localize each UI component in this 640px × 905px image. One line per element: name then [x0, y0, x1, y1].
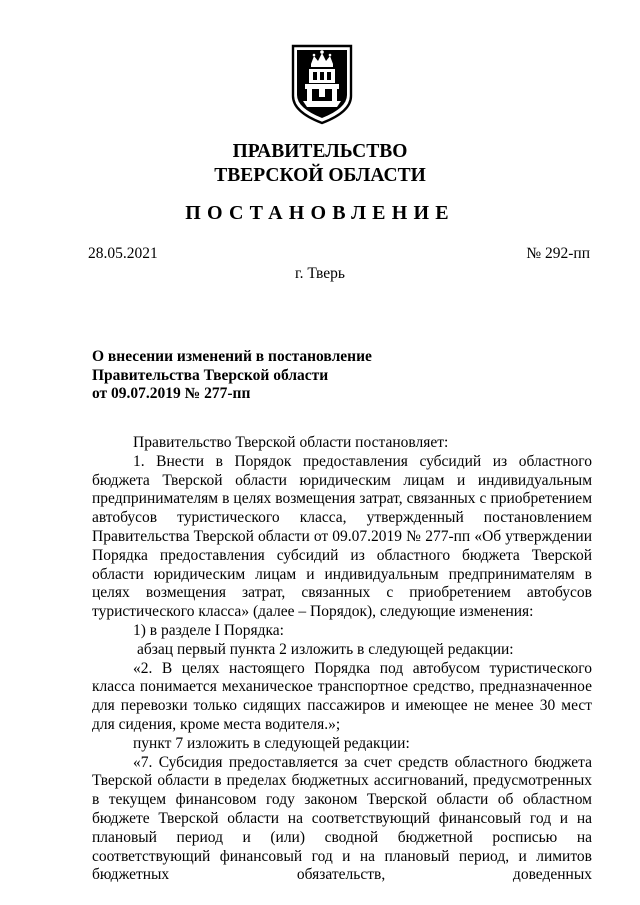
- paragraph-item-1: 1. Внести в Порядок предоставления субсидий из областного бюджета Тверской области юридическим лицам и индивидуальным предпринимателям в целях возмещения затрат, связанных с приобретением автобусов туристического класса, утвержденный постановлением Правительства Тверской области от 09.07.2019 № 277-пп «Об утверждении Порядка предоставления субсидий из областного бюджета Тверской области юридическим лицам и индивидуальным предпринимателям в целях возмещения затрат, связанных с приобретением автобусов туристического класса» (далее – Порядок), следующие изменения:: [92, 452, 592, 621]
- decree-date: 28.05.2021: [88, 245, 158, 262]
- subject-line3: от 09.07.2019 № 277-пп: [92, 385, 251, 402]
- decree-title: ПОСТАНОВЛЕНИЕ: [185, 202, 455, 224]
- government-title-line1: ПРАВИТЕЛЬСТВО: [232, 141, 408, 162]
- paragraph-section-1: 1) в разделе I Порядка:: [133, 621, 284, 639]
- decree-subject: [92, 348, 372, 404]
- paragraph-clause-7-intro: пункт 7 изложить в следующей редакции:: [133, 734, 410, 752]
- subject-line2: Правительства Тверской области: [92, 366, 329, 384]
- coat-of-arms-icon: [289, 42, 355, 126]
- paragraph-clause-2-text: «2. В целях настоящего Порядка под автобусом туристического класса понимается механическое транспортное средство, предназначенное для перевозки только сидящих пассажиров и имеющее не менее 30 мест для сидения, кроме места водителя.»;: [92, 659, 592, 733]
- decree-body: [92, 434, 592, 885]
- government-title: [0, 140, 640, 188]
- paragraph-clause-2-intro: абзац первый пункта 2 изложить в следующей редакции:: [137, 640, 514, 658]
- decree-number: № 292-пп: [526, 245, 590, 262]
- paragraph-preamble: Правительство Тверской области постановляет:: [133, 434, 449, 451]
- paragraph-clause-7-text: «7. Субсидия предоставляется за счет средств областного бюджета Тверской области в пределах бюджетных ассигнований, предусмотренных в текущем финансовом году законом Тверской области об областном бюджете Тверской области на соответствующий финансовый год и на плановый период и (или) сводной бюджетной росписью на соответствующий финансовый год и на плановый период, и лимитов бюджетных обязательств, доведенных: [92, 753, 592, 884]
- decree-city: г. Тверь: [295, 265, 345, 282]
- government-title-line2: ТВЕРСКОЙ ОБЛАСТИ: [214, 165, 426, 186]
- subject-line1: О внесении изменений в постановление: [92, 348, 372, 365]
